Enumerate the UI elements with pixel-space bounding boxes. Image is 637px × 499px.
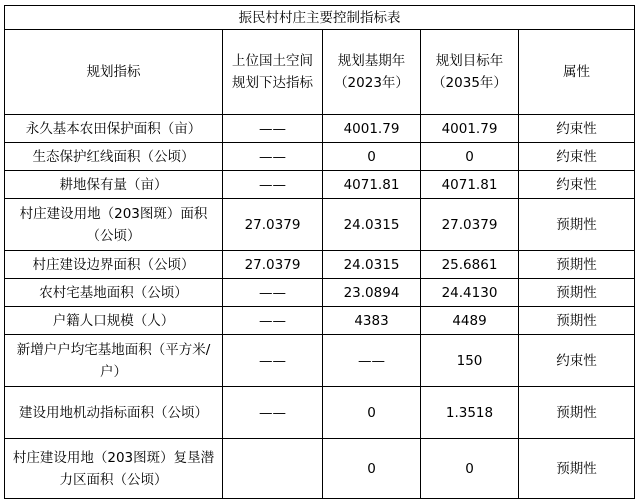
header-indicator: 规划指标 (5, 30, 223, 115)
row-target: 1.3518 (421, 387, 519, 439)
row-base: 4001.79 (323, 115, 421, 143)
row-name: 永久基本农田保护面积（亩） (5, 115, 223, 143)
table-row (5, 335, 635, 387)
header-target-year: 规划目标年（2035年） (421, 30, 519, 115)
table-row (5, 439, 635, 499)
row-name: 户籍人口规模（人） (5, 307, 223, 335)
row-upper: 27.0379 (223, 199, 323, 251)
row-base: 24.0315 (323, 199, 421, 251)
row-attr: 约束性 (519, 143, 635, 171)
row-upper: —— (223, 335, 323, 387)
row-attr: 预期性 (519, 279, 635, 307)
row-attr: 约束性 (519, 335, 635, 387)
row-base: 0 (323, 143, 421, 171)
row-target: 4071.81 (421, 171, 519, 199)
row-base: 4071.81 (323, 171, 421, 199)
row-target: 25.6861 (421, 251, 519, 279)
table-title: 振民村村庄主要控制指标表 (5, 6, 635, 30)
table-row (5, 307, 635, 335)
row-base: 0 (323, 387, 421, 439)
row-attr: 预期性 (519, 199, 635, 251)
table-row (5, 199, 635, 251)
row-target: 4489 (421, 307, 519, 335)
table-title-row (5, 6, 635, 30)
row-attr: 预期性 (519, 439, 635, 499)
row-name: 农村宅基地面积（公顷） (5, 279, 223, 307)
row-name: 村庄建设用地（203图斑）面积（公顷） (5, 199, 223, 251)
row-upper: —— (223, 279, 323, 307)
row-name: 新增户户均宅基地面积（平方米/户） (5, 335, 223, 387)
row-upper: —— (223, 307, 323, 335)
row-attr: 约束性 (519, 115, 635, 143)
header-attribute: 属性 (519, 30, 635, 115)
row-base: 4383 (323, 307, 421, 335)
header-upper-plan: 上位国土空间规划下达指标 (223, 30, 323, 115)
table-row (5, 171, 635, 199)
row-attr: 约束性 (519, 171, 635, 199)
table-row (5, 115, 635, 143)
table-row (5, 387, 635, 439)
table-header-row (5, 30, 635, 115)
row-attr: 预期性 (519, 387, 635, 439)
indicator-table (4, 5, 635, 499)
row-target: 0 (421, 439, 519, 499)
row-name: 建设用地机动指标面积（公顷） (5, 387, 223, 439)
row-attr: 预期性 (519, 307, 635, 335)
row-upper: 27.0379 (223, 251, 323, 279)
row-attr: 预期性 (519, 251, 635, 279)
row-target: 4001.79 (421, 115, 519, 143)
row-name: 耕地保有量（亩） (5, 171, 223, 199)
row-base: —— (323, 335, 421, 387)
row-upper: —— (223, 115, 323, 143)
row-upper (223, 439, 323, 499)
row-target: 24.4130 (421, 279, 519, 307)
row-name: 生态保护红线面积（公顷） (5, 143, 223, 171)
row-upper: —— (223, 171, 323, 199)
row-base: 23.0894 (323, 279, 421, 307)
row-name: 村庄建设边界面积（公顷） (5, 251, 223, 279)
row-upper: —— (223, 143, 323, 171)
row-upper: —— (223, 387, 323, 439)
row-base: 24.0315 (323, 251, 421, 279)
row-target: 150 (421, 335, 519, 387)
row-name: 村庄建设用地（203图斑）复垦潜力区面积（公顷） (5, 439, 223, 499)
row-target: 27.0379 (421, 199, 519, 251)
row-target: 0 (421, 143, 519, 171)
header-base-year: 规划基期年（2023年） (323, 30, 421, 115)
row-base: 0 (323, 439, 421, 499)
table-row (5, 251, 635, 279)
table-row (5, 143, 635, 171)
table-row (5, 279, 635, 307)
